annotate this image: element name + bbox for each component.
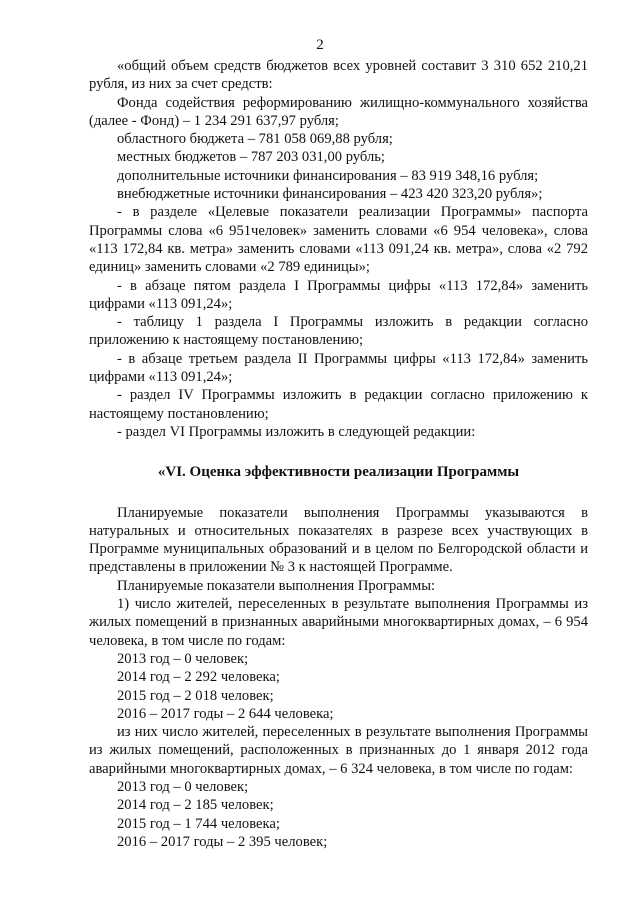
paragraph-local-budget: местных бюджетов – 787 203 031,00 рубль; (117, 149, 385, 166)
paragraph-table-one: - таблицу 1 раздела I Программы изложить в редакции согласно приложению к настоящему постановлению; (89, 314, 588, 349)
page-number: 2 (316, 37, 324, 53)
document-body (89, 57, 588, 851)
list-item-2015: 2015 год – 2 018 человек; (117, 687, 274, 704)
paragraph-section-six: - раздел VI Программы изложить в следующей редакции: (117, 423, 476, 440)
paragraph-section-one-figures: - в абзаце пятом раздела I Программы цифры «113 172,84» заменить цифрами «113 091,24»; (89, 277, 588, 312)
paragraph-budget-total: «общий объем средств бюджетов всех уровней составит 3 310 652 210,21 рубля, из них за счет средств: (89, 58, 588, 93)
paragraph-residents-before-2012: из них число жителей, переселенных в результате выполнения Программы из жилых помещений, расположенных в признанных до 1 января 2012 года аварийными многоквартирных домах, – 6 324 человека, в том числе по годам: (89, 724, 588, 777)
paragraph-planned-indicators: Планируемые показатели выполнения Программы указываются в натуральных и относительных показателях в разрезе всех участвующих в Программе муниципальных образований и в целом по Белгородской области и представлены в приложении № 3 к настоящей Программе. (89, 504, 588, 576)
list-item-2015-b: 2015 год – 1 744 человека; (117, 815, 280, 832)
paragraph-planned-list-intro: Планируемые показатели выполнения Программы: (117, 577, 436, 594)
list-item-2014-b: 2014 год – 2 185 человек; (117, 797, 274, 814)
list-item-2014: 2014 год – 2 292 человека; (117, 669, 280, 686)
paragraph-section-four: - раздел IV Программы изложить в редакции согласно приложению к настоящему постановлению; (89, 387, 588, 422)
paragraph-extrabudgetary-sources: внебюджетные источники финансирования – 423 420 323,20 рубля»; (117, 186, 543, 203)
paragraph-target-indicators: - в разделе «Целевые показатели реализации Программы» паспорта Программы слова «6 951человек» заменить словами «6 954 человека», слова «113 172,84 кв. метра» заменить словами «113 091,24 кв. метра», слова «2 792 единиц» заменить словами «2 789 единицы»; (89, 204, 588, 276)
paragraph-additional-sources: дополнительные источники финансирования – 83 919 348,16 рубля; (117, 167, 539, 184)
list-item-2013: 2013 год – 0 человек; (117, 650, 249, 667)
paragraph-fund: Фонда содействия реформированию жилищно-коммунального хозяйства (далее - Фонд) – 1 234 291 637,97 рубля; (89, 94, 588, 129)
paragraph-section-two-figures: - в абзаце третьем раздела II Программы цифры «113 172,84» заменить цифрами «113 091,24»; (89, 350, 588, 386)
list-item-2016-2017-b: 2016 – 2017 годы – 2 395 человек; (117, 833, 328, 850)
paragraph-regional-budget: областного бюджета – 781 058 069,88 рубля; (117, 131, 393, 148)
paragraph-residents-total: 1) число жителей, переселенных в результате выполнения Программы из жилых помещений в признанных аварийными многоквартирных домах, – 6 954 человека, в том числе по годам: (89, 596, 588, 649)
list-item-2013-b: 2013 год – 0 человек; (117, 778, 249, 795)
section-heading: «VI. Оценка эффективности реализации Программы (157, 464, 520, 481)
list-item-2016-2017: 2016 – 2017 годы – 2 644 человека; (117, 705, 334, 722)
